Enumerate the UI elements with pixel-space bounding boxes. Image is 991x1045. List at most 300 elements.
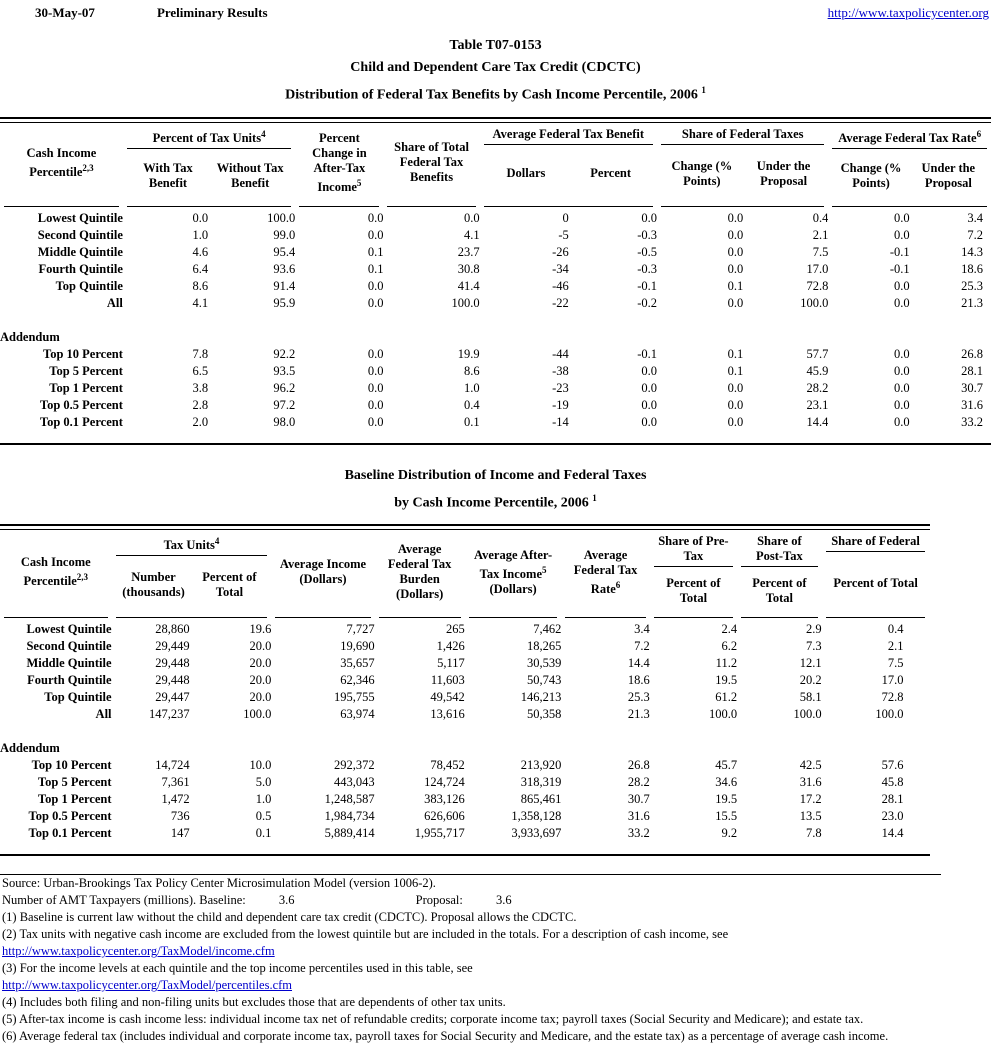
cell-value: 92.2 — [273, 346, 296, 361]
cell-value: 100.0 — [451, 295, 480, 310]
cell-value: 30.8 — [457, 261, 480, 276]
colgroup-share-pre-tax: Share of Pre-Tax Percent of Total — [650, 530, 737, 618]
cell-value: 34.6 — [715, 775, 738, 790]
table-row — [0, 689, 930, 706]
footnote-link[interactable]: http://www.taxpolicycenter.org/TaxModel/percentiles.cfm — [2, 978, 293, 993]
row-label: Middle Quintile — [26, 656, 112, 671]
table-subject: Child and Dependent Care Tax Credit (CDCTC) — [350, 60, 641, 75]
table-row — [0, 638, 930, 655]
footnote-text: (2) Tax units with negative cash income are excluded from the lowest quintile but are included in the totals. For a description of cash income, see — [2, 927, 729, 942]
footnote-link[interactable]: http://www.taxpolicycenter.org/TaxModel/income.cfm — [2, 944, 275, 959]
note-list — [0, 909, 991, 1045]
cell-value: 100.0 — [243, 707, 272, 722]
cell-value: 1,472 — [161, 792, 190, 807]
cell-value: 4.6 — [192, 244, 209, 259]
cell-value: 0.0 — [727, 244, 744, 259]
cell-value: 0.0 — [894, 227, 910, 242]
table-row — [0, 706, 930, 723]
cell-value: 6.4 — [192, 261, 209, 276]
cell-value: 5,117 — [437, 656, 465, 671]
col-percent-change-after-tax-income: Percent Change in After-Tax Income$^5$ — [295, 123, 383, 207]
cell-value: 58.1 — [799, 690, 822, 705]
cell-value: 29,448 — [155, 673, 190, 688]
table-row — [0, 621, 930, 638]
table-row — [0, 295, 991, 312]
col-average-federal-tax-rate: Average Federal Tax Rate$^6$ — [561, 530, 649, 618]
cell-value: 31.6 — [799, 775, 822, 790]
baseline-table — [0, 524, 930, 856]
cell-value: 2.8 — [192, 397, 209, 412]
cell-value: 4.1 — [463, 227, 480, 242]
cell-value: 2.4 — [721, 622, 738, 637]
cell-value: 20.2 — [799, 673, 822, 688]
cell-value: 23.7 — [457, 244, 480, 259]
cell-value: 19.6 — [249, 622, 272, 637]
cell-value: 0.0 — [727, 210, 744, 225]
cell-value: 28,860 — [155, 622, 190, 637]
cell-value: -44 — [552, 346, 569, 361]
cell-value: 19,690 — [340, 639, 375, 654]
cell-value: 3.4 — [634, 622, 650, 637]
cell-value: 0.0 — [367, 380, 384, 395]
colgroup-tax-units: Tax Units$^4$ Number (thousands) Percent of Total — [112, 530, 272, 618]
spacer-row — [0, 723, 930, 740]
cell-value: 45.8 — [881, 775, 904, 790]
cell-value: 0.0 — [367, 414, 384, 429]
cell-value: 1,248,587 — [324, 792, 375, 807]
cell-value: 100.0 — [800, 295, 829, 310]
cell-value: 4.1 — [192, 295, 209, 310]
cell-value: 0.0 — [894, 397, 910, 412]
row-label: Fourth Quintile — [27, 673, 112, 688]
cell-value: 0.0 — [641, 380, 657, 395]
cell-value: 93.6 — [273, 261, 296, 276]
cell-value: 62,346 — [340, 673, 375, 688]
table-row — [0, 757, 930, 774]
footnote-text: (4) Includes both filing and non-filing units but excludes those that are dependents of other tax units. — [2, 995, 506, 1010]
table-row — [0, 655, 930, 672]
cell-value: 0.1 — [727, 346, 744, 361]
cell-value: 30.7 — [627, 792, 650, 807]
row-label: All — [95, 707, 112, 722]
row-label: Top Quintile — [44, 690, 112, 705]
cell-value: 7.3 — [806, 639, 822, 654]
cell-value: 0.0 — [894, 278, 910, 293]
cell-value: 265 — [445, 622, 465, 637]
cell-value: 2.0 — [192, 414, 209, 429]
cell-value: -46 — [552, 278, 569, 293]
cell-value: 28.1 — [961, 363, 983, 378]
row-label: Top 5 Percent — [49, 363, 123, 378]
amt-line — [0, 892, 991, 909]
col-share-change-points: Change (% Points) — [671, 158, 733, 188]
cell-value: -0.3 — [637, 261, 657, 276]
cell-value: 29,448 — [155, 656, 190, 671]
cell-value: 0.1 — [367, 261, 384, 276]
cell-value: 0.0 — [727, 261, 744, 276]
cell-value: 26.8 — [961, 346, 983, 361]
table-row — [0, 397, 991, 414]
footnote-text: (5) After-tax income is cash income less: individual income tax net of refundable credits; corporate income tax; payroll taxes (Social Security and Medicare); and estate tax. — [2, 1012, 864, 1027]
cell-value: 0.0 — [463, 210, 480, 225]
col-share-total-federal-tax-benefits: Share of Total Federal Tax Benefits — [383, 123, 479, 207]
cell-value: 18.6 — [961, 261, 983, 276]
row-label: Top 10 Percent — [43, 346, 123, 361]
cell-value: 8.6 — [463, 363, 480, 378]
cell-value: 14.4 — [627, 656, 650, 671]
cell-value: -0.3 — [637, 227, 657, 242]
table-row — [0, 329, 991, 346]
col-average-after-tax-income: Average After-Tax Income$^5$ (Dollars) — [465, 530, 562, 618]
cell-value: 15.5 — [715, 809, 738, 824]
cell-value: 7,462 — [533, 622, 562, 637]
cell-value: 0.0 — [367, 278, 384, 293]
cell-value: 98.0 — [273, 414, 296, 429]
row-label: All — [106, 295, 123, 310]
table-row — [0, 346, 991, 363]
cell-value: 30,539 — [527, 656, 562, 671]
cell-value: 0.1 — [727, 278, 744, 293]
table-row — [0, 261, 991, 278]
cell-value: 21.3 — [961, 295, 983, 310]
table1-bottom-rule — [0, 443, 991, 445]
row-label: Top 1 Percent — [37, 792, 112, 807]
cell-value: 0.0 — [641, 414, 657, 429]
cell-value: 0.0 — [367, 227, 384, 242]
table-row — [0, 791, 930, 808]
row-label: Second Quintile — [26, 639, 112, 654]
cell-value: -0.2 — [637, 295, 657, 310]
cell-value: 100.0 — [708, 707, 738, 722]
cell-value: 96.2 — [273, 380, 296, 395]
cell-value: 25.3 — [627, 690, 650, 705]
table-description: Distribution of Federal Tax Benefits by Cash Income Percentile, 2006 $^1$ — [285, 85, 706, 103]
cell-value: 19.5 — [715, 673, 738, 688]
colgroup-average-federal-tax-rate: Average Federal Tax Rate$^6$ Change (% Points) Under the Proposal — [828, 123, 991, 207]
cell-value: 33.2 — [627, 826, 650, 841]
footnotes — [0, 874, 991, 1045]
table2-bottom-rule — [0, 854, 930, 856]
table-row — [0, 672, 930, 689]
section-label: Addendum — [0, 329, 60, 344]
row-label: Top 1 Percent — [49, 380, 123, 395]
row-label: Top 0.5 Percent — [39, 397, 123, 412]
cell-value: 28.2 — [627, 775, 650, 790]
row-label: Lowest Quintile — [26, 622, 112, 637]
cell-value: 72.8 — [806, 278, 829, 293]
amt-baseline-value: 3.6 — [278, 893, 295, 908]
cell-value: 213,920 — [520, 758, 562, 773]
cell-value: 57.6 — [881, 758, 904, 773]
col-federal-percent-of-total: Percent of Total — [833, 575, 918, 590]
cell-value: 23.1 — [806, 397, 829, 412]
benefits-table-body — [0, 210, 991, 431]
site-link[interactable]: http://www.taxpolicycenter.org — [827, 5, 989, 20]
cell-value: 0.4 — [463, 397, 480, 412]
cell-value: 7.2 — [967, 227, 983, 242]
cell-value: 100.0 — [267, 210, 296, 225]
cell-value: -22 — [552, 295, 569, 310]
cell-value: 8.6 — [192, 278, 209, 293]
cell-value: 41.4 — [457, 278, 480, 293]
cell-value: 0.1 — [367, 244, 384, 259]
cell-value: 147 — [170, 826, 190, 841]
cell-value: 9.2 — [721, 826, 738, 841]
cell-value: 20.0 — [249, 673, 272, 688]
colgroup-share-post-tax: Share of Post-Tax Percent of Total — [737, 530, 822, 618]
col-cash-income-percentile: Cash Income Percentile$^{2,3}$ — [0, 123, 123, 207]
cell-value: 736 — [170, 809, 190, 824]
cell-value: 3.4 — [967, 210, 983, 225]
col-pretax-percent-of-total: Percent of Total — [666, 575, 721, 605]
cell-value: 0.5 — [255, 809, 272, 824]
cell-value: 7,727 — [346, 622, 375, 637]
cell-value: 7.5 — [887, 656, 904, 671]
cell-value: 0.0 — [367, 210, 384, 225]
table-row — [0, 723, 930, 740]
cell-value: 0.0 — [894, 414, 910, 429]
cell-value: 17.2 — [799, 792, 822, 807]
table-row — [0, 227, 991, 244]
cell-value: 18,265 — [527, 639, 562, 654]
report-status: Preliminary Results — [156, 5, 268, 20]
cell-value: 50,743 — [527, 673, 562, 688]
cell-value: 25.3 — [961, 278, 983, 293]
amt-proposal-value: 3.6 — [496, 893, 512, 908]
cell-value: 93.5 — [273, 363, 296, 378]
col-posttax-percent-of-total: Percent of Total — [752, 575, 807, 605]
source-line: Source: Urban-Brookings Tax Policy Center Microsimulation Model (version 1006-2). — [2, 876, 436, 891]
cell-value: 14.4 — [881, 826, 904, 841]
cell-value: 146,213 — [520, 690, 562, 705]
cell-value: 2.1 — [887, 639, 904, 654]
cell-value: 443,043 — [333, 775, 375, 790]
cell-value: 2.9 — [806, 622, 822, 637]
table-row — [0, 210, 991, 227]
cell-value: 31.6 — [961, 397, 983, 412]
cell-value: 0.0 — [641, 397, 657, 412]
cell-value: 95.4 — [273, 244, 296, 259]
cell-value: 0.0 — [894, 210, 910, 225]
cell-value: 0.0 — [894, 346, 910, 361]
cell-value: -0.1 — [889, 244, 910, 259]
cell-value: 12.1 — [799, 656, 822, 671]
row-label: Fourth Quintile — [38, 261, 123, 276]
cell-value: 14,724 — [155, 758, 190, 773]
row-label: Top 0.1 Percent — [28, 826, 112, 841]
row-label: Middle Quintile — [37, 244, 123, 259]
cell-value: 11,603 — [430, 673, 465, 688]
cell-value: 7,361 — [161, 775, 190, 790]
cell-value: 1.0 — [255, 792, 272, 807]
cell-value: 45.7 — [715, 758, 738, 773]
col-units-percent-of-total: Percent of Total — [202, 570, 257, 600]
baseline-table-header — [0, 530, 930, 618]
cell-value: -19 — [552, 397, 569, 412]
cell-value: 5,889,414 — [324, 826, 375, 841]
cell-value: 6.2 — [721, 639, 738, 654]
cell-value: 29,447 — [155, 690, 190, 705]
cell-value: 57.7 — [806, 346, 829, 361]
cell-value: 26.8 — [627, 758, 650, 773]
cell-value: 1.0 — [192, 227, 209, 242]
cell-value: 0.0 — [192, 210, 209, 225]
cell-value: 0.0 — [367, 295, 384, 310]
row-label: Top 0.5 Percent — [28, 809, 112, 824]
cell-value: 72.8 — [881, 690, 904, 705]
table1-title — [0, 35, 991, 107]
footnote-text: (3) For the income levels at each quintile and the top income percentiles used in this table, see — [2, 961, 473, 976]
col-without-tax-benefit: Without Tax Benefit — [216, 160, 284, 190]
col-average-income: Average Income (Dollars) — [271, 530, 374, 618]
colgroup-average-federal-tax-benefit: Average Federal Tax Benefit Dollars Percent — [480, 123, 657, 207]
cell-value: 61.2 — [715, 690, 738, 705]
cell-value: 7.8 — [806, 826, 822, 841]
cell-value: 20.0 — [249, 656, 272, 671]
footnote-text: (6) Average federal tax (includes individual and corporate income tax, payroll taxes for Social Security and Medicare, and the estate tax) as a percentage of average cash income. — [2, 1029, 889, 1044]
table-row — [0, 312, 991, 329]
cell-value: 6.5 — [192, 363, 209, 378]
cell-value: 7.5 — [812, 244, 829, 259]
cell-value: 3.8 — [192, 380, 209, 395]
cell-value: -34 — [552, 261, 569, 276]
cell-value: 100.0 — [875, 707, 904, 722]
cell-value: 20.0 — [249, 639, 272, 654]
page-header — [0, 0, 991, 21]
cell-value: 0.0 — [727, 295, 744, 310]
cell-value: 2.1 — [812, 227, 829, 242]
row-label: Second Quintile — [37, 227, 123, 242]
cell-value: 31.6 — [627, 809, 650, 824]
cell-value: 100.0 — [793, 707, 822, 722]
cell-value: 19.9 — [457, 346, 480, 361]
cell-value: 18.6 — [627, 673, 650, 688]
cell-value: 0.0 — [641, 363, 657, 378]
section-label: Addendum — [0, 741, 60, 756]
cell-value: -5 — [558, 227, 569, 242]
table-row — [0, 278, 991, 295]
benefits-table-header — [0, 123, 991, 207]
cell-value: 1,955,717 — [414, 826, 465, 841]
benefits-table — [0, 117, 991, 445]
cell-value: 17.0 — [881, 673, 904, 688]
cell-value: 0.4 — [887, 622, 904, 637]
cell-value: 35,657 — [340, 656, 375, 671]
cell-value: -0.5 — [637, 244, 657, 259]
cell-value: 30.7 — [961, 380, 983, 395]
table-row — [0, 244, 991, 261]
cell-value: 11.2 — [715, 656, 738, 671]
table-row — [0, 774, 930, 791]
cell-value: -14 — [552, 414, 569, 429]
row-label: Top Quintile — [55, 278, 123, 293]
cell-value: 1.0 — [463, 380, 480, 395]
cell-value: 49,542 — [430, 690, 465, 705]
cell-value: -0.1 — [889, 261, 910, 276]
cell-value: 318,319 — [520, 775, 562, 790]
cell-value: 14.3 — [961, 244, 983, 259]
cell-value: 0.1 — [727, 363, 744, 378]
table-number: Table T07-0153 — [449, 38, 542, 53]
table-row — [0, 380, 991, 397]
cell-value: -26 — [552, 244, 569, 259]
cell-value: 0.1 — [463, 414, 480, 429]
cell-value: 124,724 — [424, 775, 465, 790]
cell-value: 28.2 — [806, 380, 829, 395]
cell-value: 0.0 — [894, 380, 910, 395]
cell-value: 5.0 — [255, 775, 272, 790]
cell-value: 195,755 — [333, 690, 375, 705]
cell-value: 0.0 — [894, 363, 910, 378]
cell-value: 1,984,734 — [324, 809, 375, 824]
cell-value: 0.0 — [727, 397, 744, 412]
row-label: Lowest Quintile — [37, 210, 123, 225]
col-benefit-percent: Percent — [590, 166, 631, 181]
cell-value: 147,237 — [148, 707, 190, 722]
cell-value: 63,974 — [340, 707, 375, 722]
cell-value: -0.1 — [637, 346, 657, 361]
table-row — [0, 414, 991, 431]
table-row — [0, 808, 930, 825]
cell-value: 0.0 — [727, 227, 744, 242]
cell-value: 0.0 — [641, 210, 657, 225]
row-label: Top 5 Percent — [37, 775, 112, 790]
colgroup-share-of-federal-taxes: Share of Federal Taxes Change (% Points) Under the Proposal — [657, 123, 828, 207]
cell-value: 292,372 — [333, 758, 375, 773]
cell-value: 42.5 — [799, 758, 822, 773]
cell-value: 99.0 — [273, 227, 296, 242]
cell-value: 78,452 — [430, 758, 465, 773]
table2-title: Baseline Distribution of Income and Federal Taxes by Cash Income Percentile, 2006 $^1$ — [344, 467, 647, 511]
cell-value: 28.1 — [881, 792, 904, 807]
cell-value: 626,606 — [424, 809, 465, 824]
colgroup-percent-of-tax-units: Percent of Tax Units$^4$ With Tax Benefit Without Tax Benefit — [123, 123, 295, 207]
cell-value: 97.2 — [273, 397, 296, 412]
cell-value: 0.0 — [727, 414, 744, 429]
cell-value: 20.0 — [249, 690, 272, 705]
cell-value: 0.0 — [367, 397, 384, 412]
cell-value: -0.1 — [637, 278, 657, 293]
cell-value: 383,126 — [424, 792, 465, 807]
row-label: Top 10 Percent — [31, 758, 112, 773]
cell-value: 13,616 — [430, 707, 465, 722]
report-date: 30-May-07 — [35, 5, 95, 20]
cell-value: 21.3 — [627, 707, 650, 722]
col-rate-change-points: Change (% Points) — [840, 160, 902, 190]
cell-value: 23.0 — [881, 809, 904, 824]
cell-value: 29,449 — [155, 639, 190, 654]
cell-value: 45.9 — [806, 363, 829, 378]
row-label: Top 0.1 Percent — [39, 414, 123, 429]
cell-value: -23 — [552, 380, 569, 395]
table-row — [0, 825, 930, 842]
amt-proposal-label: Proposal: — [415, 893, 463, 908]
amt-label: Number of AMT Taxpayers (millions). Baseline: — [2, 893, 246, 908]
cell-value: 1,358,128 — [511, 809, 562, 824]
cell-value: 865,461 — [520, 792, 562, 807]
cell-value: 95.9 — [273, 295, 296, 310]
col-rate-under-proposal: Under the Proposal — [921, 160, 976, 190]
cell-value: 7.2 — [634, 639, 650, 654]
cell-value: 17.0 — [806, 261, 829, 276]
cell-value: 0.0 — [367, 363, 384, 378]
cell-value: 33.2 — [961, 414, 983, 429]
cell-value: 13.5 — [799, 809, 822, 824]
col-benefit-dollars: Dollars — [506, 166, 546, 181]
cell-value: 50,358 — [527, 707, 562, 722]
cell-value: 14.4 — [806, 414, 829, 429]
col-average-federal-tax-burden: Average Federal Tax Burden (Dollars) — [375, 530, 465, 618]
